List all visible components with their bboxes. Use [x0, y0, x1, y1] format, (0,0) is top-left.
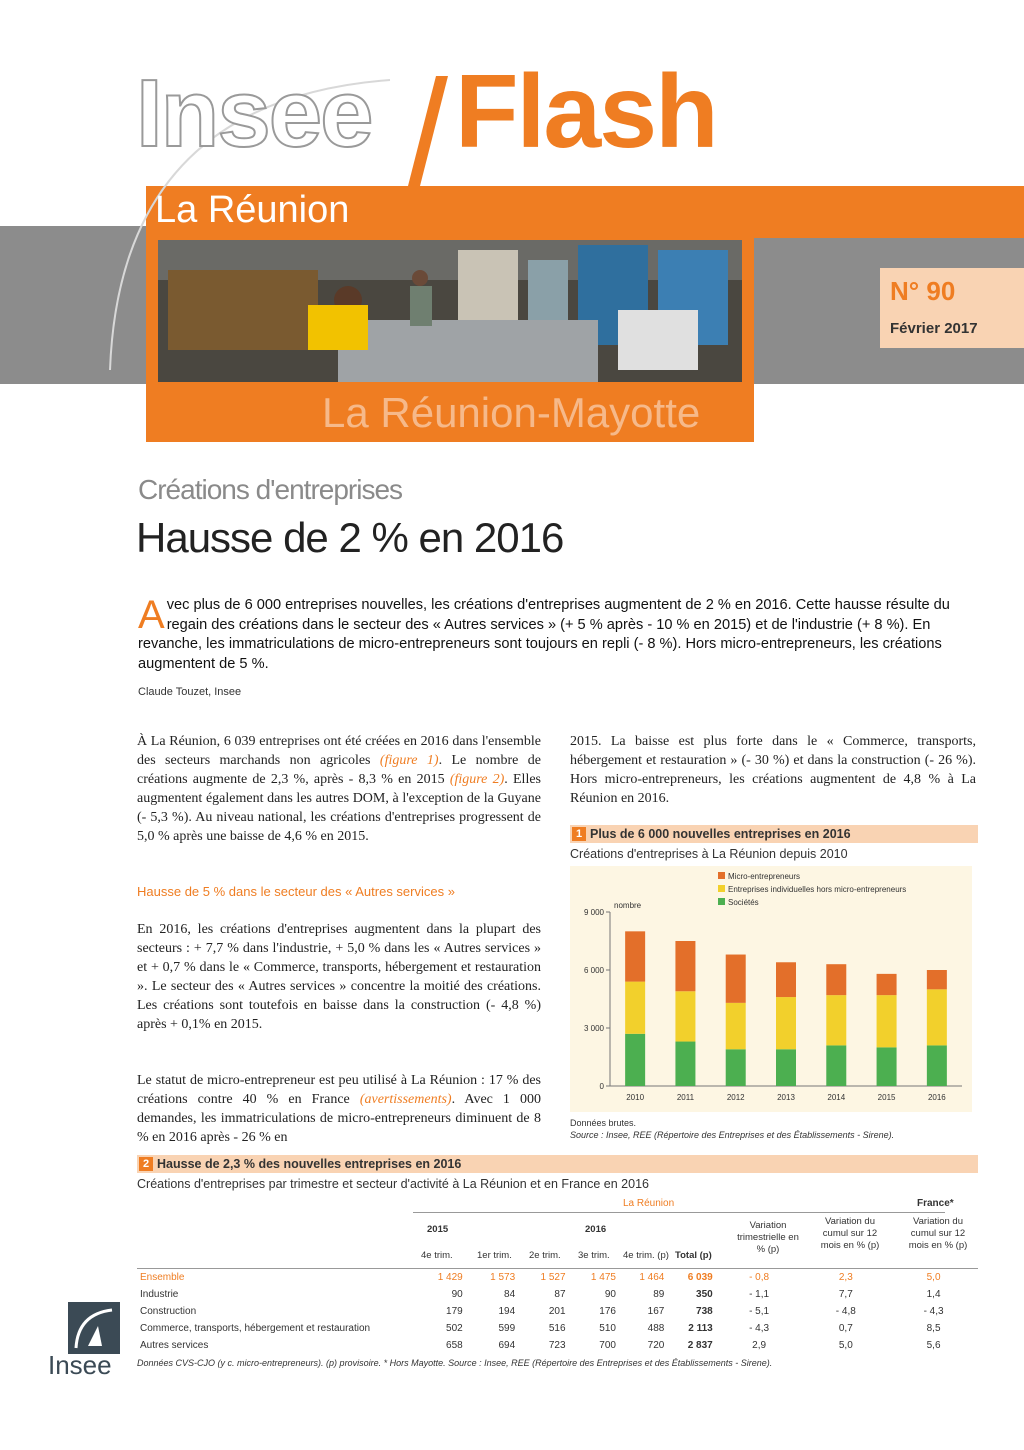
- header-2016: 2016: [585, 1224, 607, 1235]
- table-cell: 201: [548, 1306, 566, 1317]
- table-cell: 738: [696, 1306, 713, 1317]
- table-cell: 516: [548, 1323, 566, 1334]
- legend-swatch: [718, 872, 725, 879]
- figure1-link[interactable]: (figure 1): [379, 753, 439, 768]
- issue-number: N° 90: [890, 276, 956, 306]
- table-cell: 2 113: [688, 1323, 713, 1334]
- figure1-header: [570, 825, 978, 843]
- table-cell: 5,0: [926, 1272, 941, 1283]
- y-tick-label: 0: [599, 1082, 604, 1091]
- row-label: Industrie: [140, 1289, 179, 1300]
- table-cell: 2 837: [687, 1340, 713, 1351]
- table-cell: 7,7: [838, 1289, 853, 1300]
- x-tick-label: 2010: [626, 1093, 645, 1102]
- bar-segment: [826, 964, 846, 995]
- figure1-note: Données brutes.: [570, 1118, 637, 1128]
- figure2-number: 2: [139, 1157, 153, 1171]
- footer-logo-text: Insee: [48, 1350, 112, 1380]
- figure2-link[interactable]: (figure 2): [449, 772, 505, 787]
- figure2-footnote: Données CVS-CJO (y c. micro-entrepreneurs). (p) provisoire. * Hors Mayotte. Source : Insee, REE (Répertoire des Entreprises et des Établissements - Sirene).: [137, 1358, 773, 1368]
- table-cell: - 1,1: [749, 1289, 770, 1300]
- bar-segment: [927, 1045, 947, 1086]
- bar-segment: [625, 982, 645, 1034]
- bar-segment: [776, 997, 796, 1049]
- bar-segment: [776, 962, 796, 997]
- sub-header-1: 1er trim.: [477, 1250, 512, 1261]
- row-label: Ensemble: [140, 1272, 185, 1283]
- sub-header-4: 4e trim. (p): [623, 1250, 669, 1261]
- table-cell: 510: [599, 1323, 616, 1334]
- figure2-subtitle: Créations d'entreprises par trimestre et secteur d'activité à La Réunion et en France en 2016: [137, 1177, 649, 1191]
- article-kicker: Créations d'entreprises: [138, 474, 403, 505]
- figure1-source: Source : Insee, REE (Répertoire des Entreprises et des Établissements - Sirene).: [570, 1130, 895, 1140]
- x-tick-label: 2012: [726, 1093, 745, 1102]
- table-cell: 194: [498, 1306, 516, 1317]
- bar-segment: [776, 1049, 796, 1086]
- x-tick-label: 2013: [777, 1093, 795, 1102]
- bar-segment: [625, 1034, 645, 1086]
- sub-header-3: 3e trim.: [578, 1250, 610, 1261]
- table-cell: 700: [599, 1340, 616, 1351]
- bar-segment: [927, 989, 947, 1045]
- header-photo: [158, 240, 742, 382]
- paragraph-3: Le statut de micro-entrepreneur est peu utilisé à La Réunion : 17 % des créations contre 40 % en France (avertissements). Avec 1 000 demandes, les immatriculations de micro-entrepreneurs diminuent de 8 % en 2016 après - 26 % en: [137, 1073, 541, 1145]
- table-cell: 5,6: [926, 1340, 941, 1351]
- table-cell: 5,0: [838, 1340, 853, 1351]
- insee-logo-icon: [68, 1302, 120, 1354]
- sub-header-0: 4e trim.: [421, 1250, 453, 1261]
- table-cell: 8,5: [926, 1323, 941, 1334]
- logo-flash: Flash: [455, 54, 717, 170]
- paragraph-1: À La Réunion, 6 039 entreprises ont été créées en 2016 dans l'ensemble des secteurs marchands non agricoles (figure 1). Le nombre de créations augmente de 2,3 %, après - 8,3 % en 2015 (figure 2). Elles augmentent également dans les autres DOM, à l'exception de la Guyane (- 5,3 %). Au niveau national, les créations d'entreprises progressent de 5,0 % après une baisse de 4,6 % en 2015.: [137, 734, 541, 844]
- figure1-number: 1: [572, 827, 586, 841]
- table-cell: 179: [446, 1306, 463, 1317]
- bar-segment: [726, 1049, 746, 1086]
- table-cell: 502: [446, 1323, 463, 1334]
- table-cell: 2,9: [752, 1340, 767, 1351]
- y-axis-label: nombre: [614, 901, 642, 910]
- table-row: [137, 1269, 978, 1287]
- legend-label: Sociétés: [728, 898, 759, 907]
- table-cell: 488: [647, 1323, 665, 1334]
- sub-header-5: Total (p): [675, 1250, 712, 1261]
- table-cell: 87: [554, 1289, 566, 1300]
- bar-segment: [675, 991, 695, 1041]
- table-cell: 1,4: [926, 1289, 941, 1300]
- table-cell: - 0,8: [749, 1272, 770, 1283]
- bar-segment: [675, 941, 695, 991]
- header-var-cumul: Variation du cumul sur 12 mois en % (p): [820, 1216, 880, 1251]
- x-tick-label: 2016: [927, 1093, 946, 1102]
- region-footer-title: La Réunion-Mayotte: [322, 389, 701, 436]
- table-row: [137, 1286, 978, 1303]
- x-tick-label: 2014: [827, 1093, 846, 1102]
- table-cell: 1 429: [437, 1272, 463, 1283]
- article-title: Hausse de 2 % en 2016: [136, 514, 564, 561]
- table-cell: 1 573: [490, 1272, 516, 1283]
- legend-label: Entreprises individuelles hors micro-entrepreneurs: [728, 885, 907, 894]
- table-cell: 723: [548, 1340, 566, 1351]
- table-cell: 6 039: [687, 1272, 713, 1283]
- y-tick-label: 3 000: [583, 1024, 604, 1033]
- table-cell: - 4,3: [923, 1306, 944, 1317]
- sub-header-2: 2e trim.: [529, 1250, 561, 1261]
- table-row: [137, 1303, 978, 1320]
- figure1-chart-box: [570, 866, 972, 1112]
- table-row: [137, 1320, 978, 1337]
- bar-segment: [877, 995, 897, 1047]
- legend-swatch: [718, 885, 725, 892]
- figure2-table-wrap: [137, 1194, 978, 1354]
- row-label: Autres services: [140, 1340, 209, 1351]
- column-2-paragraph: 2015. La baisse est plus forte dans le « Commerce, transports, hébergement et restauration » (- 30 %) et dans la construction (- 26 %). Hors micro-entrepreneurs, les créations augmentent de 4,8 % à La Réunion en 2016.: [570, 734, 976, 806]
- warnings-link[interactable]: (avertissements): [359, 1092, 452, 1107]
- table-cell: 599: [498, 1323, 516, 1334]
- section-subhead: Hausse de 5 % dans le secteur des « Autres services »: [137, 884, 455, 899]
- figure1-subtitle: Créations d'entreprises à La Réunion depuis 2010: [570, 847, 848, 861]
- table-cell: - 4,8: [835, 1306, 856, 1317]
- column-1: [137, 732, 541, 846]
- region-title: La Réunion: [155, 189, 350, 231]
- table-cell: 720: [647, 1340, 665, 1351]
- x-tick-label: 2011: [676, 1093, 695, 1102]
- bar-segment: [826, 1045, 846, 1086]
- table-cell: 1 464: [639, 1272, 665, 1283]
- row-label: Commerce, transports, hébergement et restauration: [140, 1323, 371, 1334]
- legend-swatch: [718, 898, 725, 905]
- figure2-table: [137, 1268, 978, 1354]
- bar-segment: [625, 931, 645, 981]
- table-cell: 1 527: [540, 1272, 566, 1283]
- lead-dropcap: A: [138, 593, 165, 637]
- group-reunion: La Réunion: [623, 1198, 675, 1209]
- issue-date: Février 2017: [890, 320, 978, 337]
- header-var-cumul-fr: Variation du cumul sur 12 mois en % (p): [908, 1216, 968, 1251]
- header-2015: 2015: [427, 1224, 449, 1235]
- row-label: Construction: [140, 1306, 197, 1317]
- table-cell: 0,7: [838, 1323, 853, 1334]
- figure1-chart: [570, 866, 972, 1112]
- y-tick-label: 6 000: [583, 966, 604, 975]
- table-cell: - 5,1: [749, 1306, 770, 1317]
- header-var-trim: Variation trimestrielle en % (p): [737, 1220, 799, 1255]
- table-cell: 167: [647, 1306, 665, 1317]
- article-author: Claude Touzet, Insee: [138, 686, 242, 698]
- group-france: France*: [917, 1198, 954, 1209]
- table-cell: 89: [653, 1289, 665, 1300]
- figure2-header: [137, 1155, 978, 1173]
- x-tick-label: 2015: [877, 1093, 896, 1102]
- table-cell: 350: [696, 1289, 713, 1300]
- table-cell: 2,3: [838, 1272, 853, 1283]
- bar-segment: [826, 995, 846, 1045]
- logo-slash-icon: [408, 76, 448, 186]
- bar-segment: [877, 974, 897, 995]
- article-lead: [138, 593, 968, 674]
- table-cell: 1 475: [590, 1272, 616, 1283]
- table-cell: 694: [498, 1340, 516, 1351]
- legend-label: Micro-entrepreneurs: [728, 872, 801, 881]
- bar-segment: [675, 1042, 695, 1086]
- figure2-title: Hausse de 2,3 % des nouvelles entreprises en 2016: [157, 1157, 462, 1171]
- lead-text: vec plus de 6 000 entreprises nouvelles, les créations d'entreprises augmentent de 2 % en 2016. Cette hausse résulte du regain des créations dans le secteur des « Autres services » (+ 5 % après - 10 % en 2015) et de l'industrie (+ 8 %). En revanche, les immatriculations de micro-entrepreneurs sont toujours en repli (- 8 %). Hors micro-entrepreneurs, les créations augmentent de 5 %.: [138, 597, 950, 672]
- logo-insee: Insee: [136, 60, 372, 167]
- table-cell: 176: [599, 1306, 616, 1317]
- y-tick-label: 9 000: [583, 908, 604, 917]
- table-cell: 658: [446, 1340, 463, 1351]
- paragraph-2: En 2016, les créations d'entreprises augmentent dans la plupart des secteurs : + 7,7 % dans l'industrie, + 5,0 % dans les « Autres services » et + 0,7 % dans le « Commerce, transports, hébergement et restauration ». Le secteur des « Autres services » concentre la moitié des créations. Les créations sont toutefois en baisse dans la construction (- 4,8 %) après + 0,1% en 2015.: [137, 922, 541, 1032]
- bar-segment: [726, 1003, 746, 1049]
- header-rule: [413, 1212, 945, 1213]
- figure1-title: Plus de 6 000 nouvelles entreprises en 2016: [590, 827, 851, 841]
- table-cell: 90: [604, 1289, 616, 1300]
- figure2-table-header: [137, 1194, 978, 1268]
- bar-segment: [877, 1047, 897, 1086]
- bar-segment: [726, 955, 746, 1003]
- table-cell: - 4,3: [749, 1323, 770, 1334]
- bar-segment: [927, 970, 947, 989]
- table-row: [137, 1337, 978, 1354]
- table-cell: 84: [504, 1289, 516, 1300]
- table-cell: 90: [451, 1289, 463, 1300]
